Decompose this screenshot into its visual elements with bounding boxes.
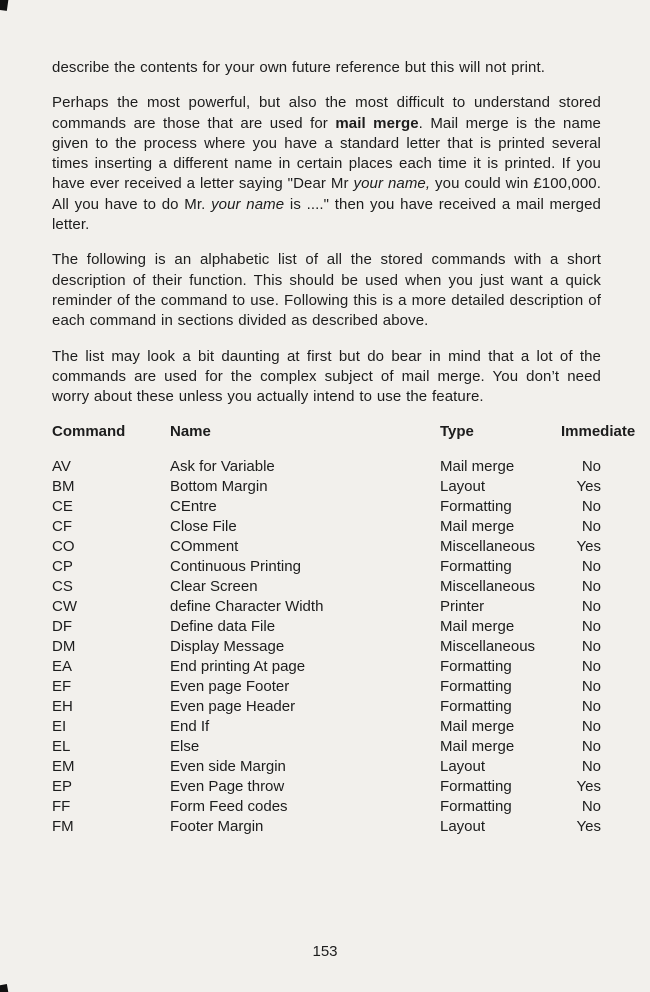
- scan-artifact-bottom-left: [0, 984, 9, 992]
- table-cell: Continuous Printing: [170, 558, 301, 576]
- table-row: [52, 637, 601, 657]
- table-cell: End printing At page: [170, 658, 306, 676]
- table-cell: Mail merge: [440, 458, 515, 476]
- scan-artifact-top-left: [0, 0, 9, 11]
- table-cell: Layout: [440, 758, 486, 776]
- text-run: you could win £100,000. All you have to do Mr.: [52, 175, 601, 213]
- table-cell: No: [581, 798, 601, 816]
- table-cell: Layout: [440, 818, 486, 836]
- table-cell: Else: [170, 738, 200, 756]
- table-row: [52, 597, 601, 617]
- table-cell: Close File: [170, 518, 237, 536]
- table-cell: CE: [52, 498, 73, 516]
- table-cell: Mail merge: [440, 618, 515, 636]
- table-cell: No: [581, 698, 601, 716]
- table-cell: No: [581, 518, 601, 536]
- italic-text-run: your name: [211, 195, 285, 213]
- text-run: describe the contents for your own future reference but this will not print.: [52, 59, 546, 76]
- page-number: 153: [312, 943, 338, 960]
- table-cell: AV: [52, 458, 71, 476]
- table-cell: FM: [52, 818, 74, 836]
- table-cell: Miscellaneous: [440, 638, 536, 656]
- paragraph-mail-merge: [52, 93, 601, 235]
- table-cell: No: [581, 498, 601, 516]
- table-cell: EL: [52, 738, 71, 756]
- table-cell: No: [581, 458, 601, 476]
- table-cell: FF: [52, 798, 71, 816]
- table-cell: Even page Footer: [170, 678, 290, 696]
- table-cell: No: [581, 658, 601, 676]
- table-cell: Mail merge: [440, 518, 515, 536]
- table-cell: No: [581, 558, 601, 576]
- table-cell: Even side Margin: [170, 758, 286, 776]
- table-cell: CS: [52, 578, 73, 596]
- table-row: [52, 697, 601, 717]
- table-cell: EP: [52, 778, 73, 796]
- paragraph-intro-continuation: [52, 58, 601, 78]
- table-row: [52, 557, 601, 577]
- table-cell: Even Page throw: [170, 778, 285, 796]
- text-run: . Mail merge is the name given to the process where you have a standard letter that is printed several times inserting a different name in certain places each time it is printed. If you have ever received a letter saying "Dear Mr: [52, 114, 601, 193]
- table-row: [52, 777, 601, 797]
- table-row: [52, 797, 601, 817]
- table-cell: Mail merge: [440, 738, 515, 756]
- table-cell: Miscellaneous: [440, 578, 536, 596]
- table-cell: Formatting: [440, 678, 512, 696]
- table-row: [52, 717, 601, 737]
- table-row: [52, 477, 601, 497]
- table-cell: Formatting: [440, 798, 512, 816]
- table-cell: CF: [52, 518, 72, 536]
- table-cell: Even page Header: [170, 698, 296, 716]
- table-row: [52, 677, 601, 697]
- table-body: [52, 457, 601, 837]
- table-cell: Formatting: [440, 658, 512, 676]
- bold-text-run: mail merge: [335, 114, 419, 132]
- table-row: [52, 817, 601, 837]
- table-cell: No: [581, 718, 601, 736]
- table-cell: DF: [52, 618, 72, 636]
- table-cell: No: [581, 598, 601, 616]
- table-cell: Printer: [440, 598, 485, 616]
- table-cell: Formatting: [440, 498, 512, 516]
- table-cell: CP: [52, 558, 73, 576]
- table-cell: Bottom Margin: [170, 478, 268, 496]
- table-cell: No: [581, 638, 601, 656]
- table-cell: Layout: [440, 478, 486, 496]
- table-header-command: Command: [52, 423, 126, 441]
- text-run: is ...." then you have received a mail merged letter.: [52, 195, 601, 234]
- table-header-row: [52, 422, 636, 442]
- table-cell: Mail merge: [440, 718, 515, 736]
- table-row: [52, 757, 601, 777]
- table-cell: CW: [52, 598, 77, 616]
- table-cell: Display Message: [170, 638, 285, 656]
- table-cell: EA: [52, 658, 73, 676]
- table-cell: No: [581, 618, 601, 636]
- table-cell: COmment: [170, 538, 239, 556]
- table-cell: No: [581, 738, 601, 756]
- table-header-name: Name: [170, 423, 211, 441]
- paragraph-alphabetic-list: [52, 250, 601, 331]
- table-row: [52, 737, 601, 757]
- table-header-type: Type: [440, 423, 474, 441]
- table-cell: CEntre: [170, 498, 217, 516]
- table-cell: Yes: [576, 778, 601, 796]
- paragraph-daunting: [52, 347, 601, 408]
- table-cell: define Character Width: [170, 598, 324, 616]
- table-cell: No: [581, 678, 601, 696]
- text-run: The list may look a bit daunting at first but do bear in mind that a lot of the commands are used for the complex subject of mail merge. You don’t need worry about these unless you actually intend to use the feature.: [52, 347, 601, 406]
- table-cell: Formatting: [440, 698, 512, 716]
- table-cell: End If: [170, 718, 210, 736]
- table-cell: No: [581, 578, 601, 596]
- table-cell: EM: [52, 758, 75, 776]
- table-header-immediate: Immediate: [561, 423, 636, 441]
- table-cell: DM: [52, 638, 76, 656]
- table-row: [52, 657, 601, 677]
- text-run: The following is an alphabetic list of all the stored commands with a short description of their function. This should be used when you just want a quick reminder of the command to use. Following this is a more detailed description of each command in sections divided as described above.: [52, 251, 601, 330]
- table-cell: Miscellaneous: [440, 538, 536, 556]
- table-row: [52, 617, 601, 637]
- table-cell: Define data File: [170, 618, 276, 636]
- table-cell: Yes: [576, 538, 601, 556]
- table-cell: Formatting: [440, 558, 512, 576]
- page-content: [52, 58, 636, 837]
- table-cell: CO: [52, 538, 75, 556]
- table-row: [52, 517, 601, 537]
- table-row: [52, 457, 601, 477]
- italic-text-run: your name,: [353, 175, 431, 193]
- table-cell: No: [581, 758, 601, 776]
- table-row: [52, 537, 601, 557]
- table-cell: Formatting: [440, 778, 512, 796]
- table-cell: Yes: [576, 478, 601, 496]
- table-row: [52, 497, 601, 517]
- table-cell: Clear Screen: [170, 578, 258, 596]
- command-table: [52, 422, 636, 837]
- table-cell: EF: [52, 678, 72, 696]
- table-cell: Footer Margin: [170, 818, 264, 836]
- table-cell: Yes: [576, 818, 601, 836]
- table-cell: EI: [52, 718, 67, 736]
- table-cell: EH: [52, 698, 73, 716]
- table-row: [52, 577, 601, 597]
- table-cell: Ask for Variable: [170, 458, 275, 476]
- text-run: Perhaps the most powerful, but also the most difficult to understand stored commands are those that are used for: [52, 94, 601, 132]
- table-cell: BM: [52, 478, 75, 496]
- table-cell: Form Feed codes: [170, 798, 288, 816]
